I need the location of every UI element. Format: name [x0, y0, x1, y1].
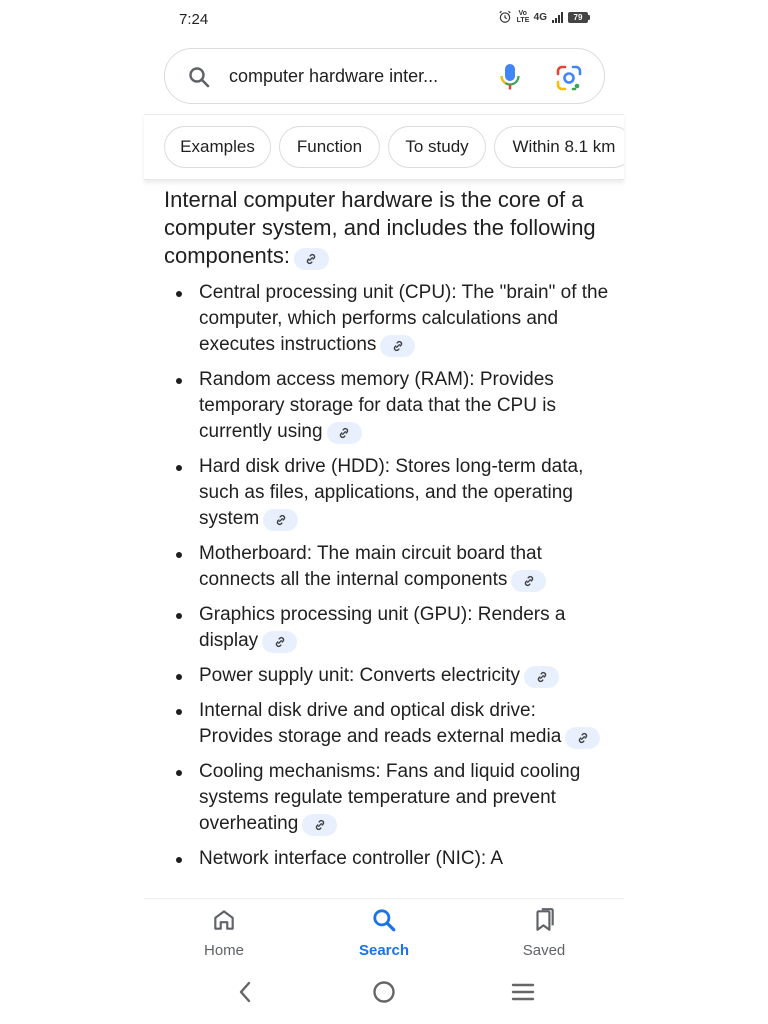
status-bar	[144, 0, 624, 40]
link-icon[interactable]	[294, 248, 329, 270]
list-item-text: Cooling mechanisms: Fans and liquid cooling systems regulate temperature and prevent overheating	[199, 761, 581, 834]
battery-percent: 79	[568, 12, 588, 23]
list-item	[164, 759, 614, 837]
ai-overview-content	[164, 186, 614, 898]
nav-saved[interactable]	[494, 907, 594, 959]
search-icon	[371, 907, 397, 933]
list-item	[164, 280, 614, 358]
home-circle-icon[interactable]	[370, 978, 398, 1006]
list-item	[164, 698, 614, 750]
filter-chips	[144, 114, 624, 180]
alarm-icon	[498, 10, 512, 24]
network-label: 4G	[533, 11, 547, 23]
list-item-text: Random access memory (RAM): Provides temporary storage for data that the CPU is currently using	[199, 369, 556, 442]
back-icon[interactable]	[232, 978, 260, 1006]
signal-icon	[552, 12, 563, 23]
list-item-text: Power supply unit: Converts electricity	[199, 665, 521, 686]
battery-icon	[568, 12, 590, 23]
status-icons	[498, 10, 590, 24]
nav-search-label: Search	[358, 942, 410, 959]
list-item-text: Hard disk drive (HDD): Stores long-term data, such as files, applications, and the operating system	[199, 456, 584, 529]
list-item	[164, 454, 614, 532]
chip-examples[interactable]: Examples	[164, 126, 271, 168]
nav-saved-label: Saved	[522, 942, 566, 959]
recents-icon[interactable]	[509, 978, 537, 1006]
system-navigation	[144, 968, 624, 1016]
components-list	[164, 280, 614, 872]
search-icon[interactable]	[187, 65, 211, 89]
link-icon[interactable]	[263, 509, 298, 531]
nav-home-label: Home	[203, 942, 244, 959]
list-item	[164, 367, 614, 445]
search-bar[interactable]	[164, 48, 605, 104]
intro-text: Internal computer hardware is the core of a computer system, and includes the following components:	[164, 187, 596, 268]
chip-within-distance[interactable]: Within 8.1 km	[494, 126, 624, 168]
list-item	[164, 541, 614, 593]
mic-icon[interactable]	[499, 63, 521, 91]
link-icon[interactable]	[511, 570, 546, 592]
chip-to-study[interactable]: To study	[388, 126, 486, 168]
volte-icon: Vo LTE	[516, 10, 530, 24]
phone-screen	[144, 0, 624, 1024]
status-time: 7:24	[179, 11, 209, 28]
link-icon[interactable]	[262, 631, 297, 653]
search-input[interactable]: computer hardware inter...	[229, 66, 439, 86]
list-item-text: Motherboard: The main circuit board that connects all the internal components	[199, 543, 542, 590]
list-item	[164, 846, 614, 872]
lens-icon[interactable]	[556, 65, 582, 91]
nav-home[interactable]	[174, 907, 274, 959]
list-item-text: Internal disk drive and optical disk drive: Provides storage and reads external media	[199, 700, 562, 747]
link-icon[interactable]	[302, 814, 337, 836]
home-icon	[211, 907, 237, 933]
link-icon[interactable]	[327, 422, 362, 444]
bottom-navigation	[144, 898, 624, 964]
nav-search[interactable]	[334, 907, 434, 959]
saved-icon	[531, 907, 557, 933]
list-item	[164, 602, 614, 654]
list-item-text: Graphics processing unit (GPU): Renders a display	[199, 604, 566, 651]
list-item-text: Central processing unit (CPU): The "brain" of the computer, which performs calculations and executes instructions	[199, 282, 609, 355]
chip-function[interactable]: Function	[279, 126, 380, 168]
link-icon[interactable]	[524, 666, 559, 688]
list-item	[164, 663, 614, 689]
list-item-text: Network interface controller (NIC): A	[199, 848, 504, 869]
intro-paragraph	[164, 186, 614, 270]
link-icon[interactable]	[565, 727, 600, 749]
link-icon[interactable]	[380, 335, 415, 357]
